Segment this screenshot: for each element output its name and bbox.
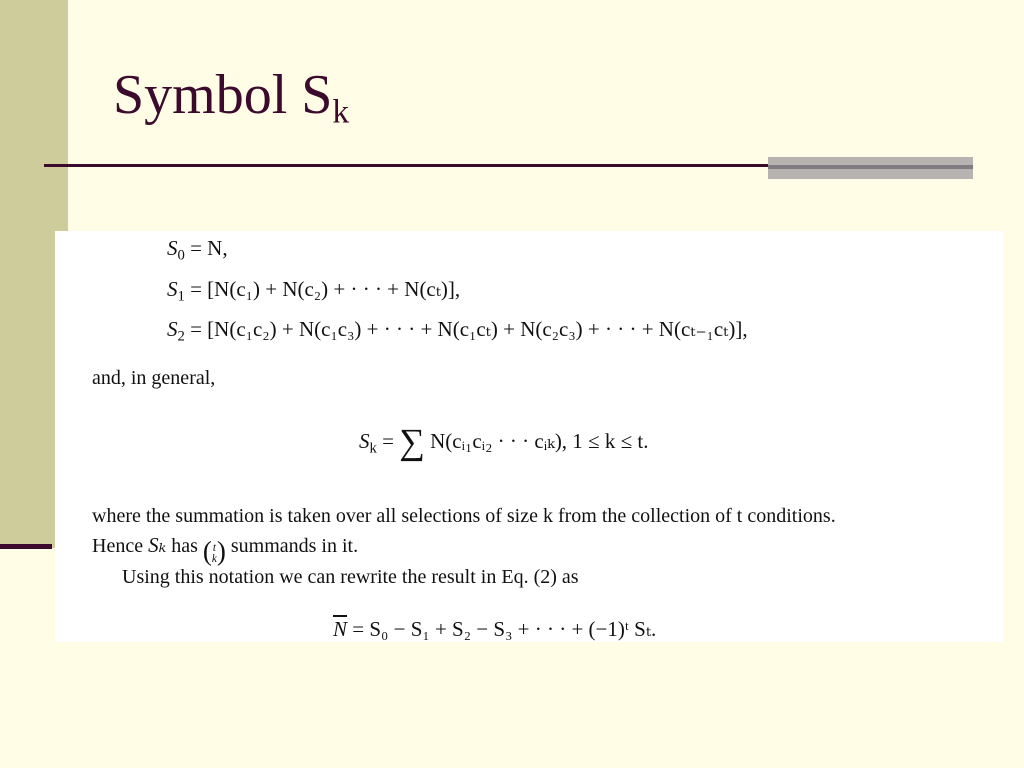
equation-s0: $S_0 = N$,	[167, 236, 228, 264]
text-hence: Hence Sₖ has ( t k ) summands in it.	[92, 533, 359, 566]
slide-title-subscript: k	[332, 93, 350, 131]
text-in-general: and, in general,	[92, 367, 216, 389]
equation-image-panel	[55, 231, 1003, 642]
slide-title-main: Symbol S	[113, 64, 333, 126]
equation-sk: $S_k$ = ∑ N(cᵢ₁cᵢ₂ · · · cᵢₖ), 1 ≤ k ≤ t.	[359, 421, 649, 462]
equation-s1: $S_1 = [N(c_1) + N(c_2)$ + · · · + N(cₜ)],	[167, 277, 461, 305]
equation-n-bar: $\overline{N} = S_0 - S_1 + S_2 - S_3$ + · · · + (−1)ᵗ Sₜ.	[333, 617, 657, 641]
text-summation-note: where the summation is taken over all selections of size k from the collection of t conditions.	[92, 505, 836, 527]
text-using-notation: Using this notation we can rewrite the result in Eq. (2) as	[122, 566, 579, 588]
binomial-coefficient: ( t k )	[202, 535, 226, 566]
title-accent-bar	[768, 157, 973, 179]
summation-symbol: ∑	[399, 421, 425, 462]
sidebar-rule	[0, 544, 52, 549]
equation-s2: $S_2 = [N(c_1c_2) + N(c_1c_3)$ + · · · + N(c₁cₜ) + N(c₂c₃) + · · · + N(cₜ₋₁cₜ)],	[167, 317, 748, 345]
slide-title	[113, 62, 349, 133]
title-underline	[44, 164, 772, 167]
